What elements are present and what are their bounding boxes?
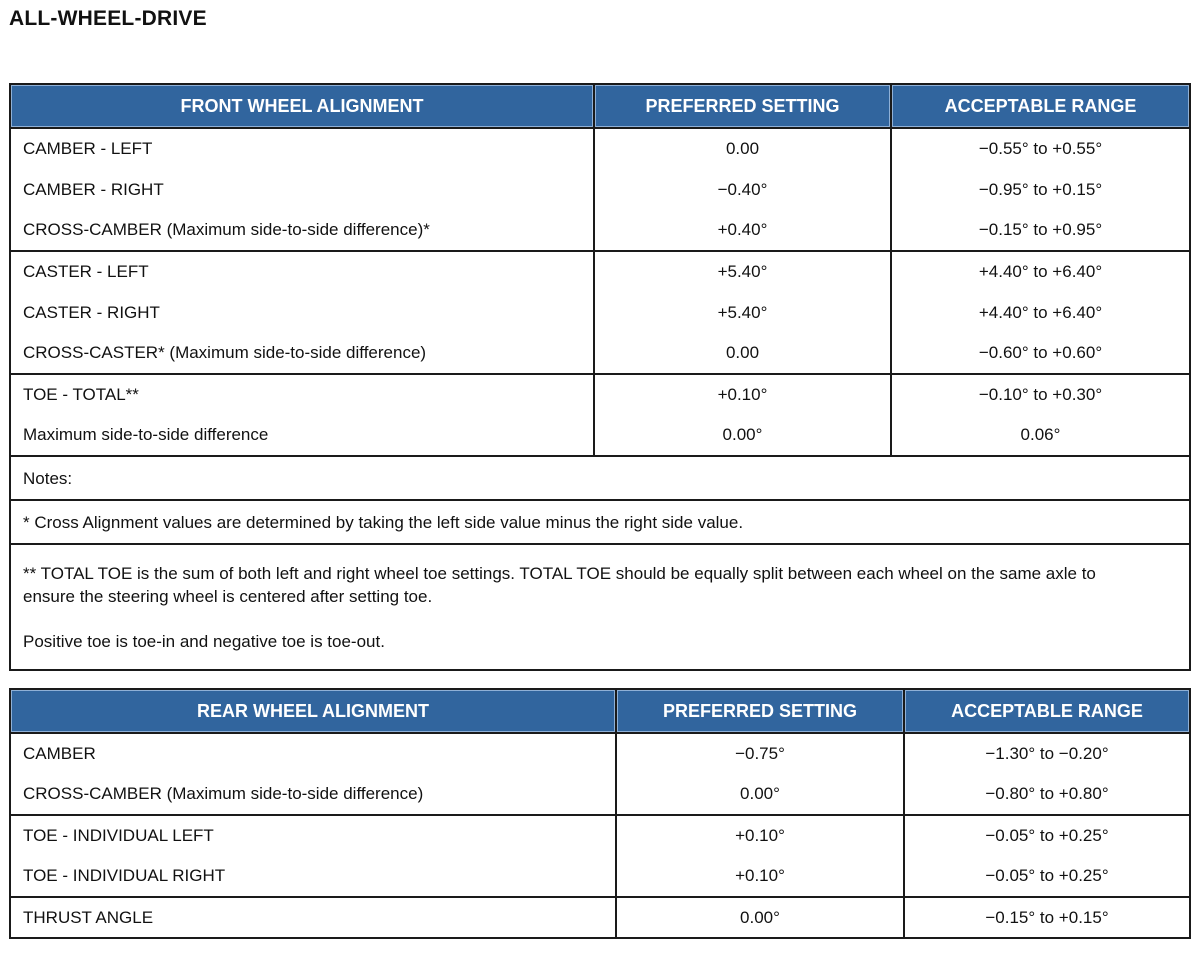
row-label: CASTER - RIGHT [23, 302, 160, 322]
preferred-value: 0.00 [594, 128, 891, 169]
range-value: −0.60° to +0.60° [891, 333, 1190, 374]
row-label: TOE - TOTAL** [23, 385, 139, 404]
preferred-value: +5.40° [594, 251, 891, 292]
preferred-value: 0.00° [594, 415, 891, 456]
row-label: THRUST ANGLE [23, 907, 154, 927]
front-row-caster-left [10, 251, 1190, 292]
range-value: −0.15° to +0.15° [904, 897, 1190, 938]
page-title: ALL-WHEEL-DRIVE [9, 7, 207, 30]
preferred-value: 0.00 [594, 333, 891, 374]
row-label: TOE - INDIVIDUAL RIGHT [10, 856, 616, 897]
front-row-max-difference [10, 415, 1190, 456]
preferred-value: +0.40° [594, 210, 891, 251]
preferred-value: −0.40° [594, 169, 891, 210]
range-value: 0.06° [891, 415, 1190, 456]
preferred-value: +0.10° [594, 374, 891, 415]
note-spacer [23, 608, 1177, 630]
range-value: −0.15° to +0.95° [891, 210, 1190, 251]
preferred-value: +5.40° [594, 292, 891, 333]
front-header-range: ACCEPTABLE RANGE [891, 84, 1190, 128]
rear-header-preferred: PREFERRED SETTING [616, 689, 904, 733]
front-row-camber-left [10, 128, 1190, 169]
notes-cross-row [10, 500, 1190, 544]
note-total-toe [10, 544, 1190, 670]
note-total-toe-line-1: ** TOTAL TOE is the sum of both left and right wheel toe settings. TOTAL TOE should be equally split between each wheel on the same axle to [23, 563, 1096, 583]
range-value: −0.05° to +0.25° [904, 815, 1190, 856]
range-value: −0.10° to +0.30° [891, 374, 1190, 415]
rear-row-cross-camber [10, 774, 1190, 815]
row-label: CASTER - LEFT [23, 262, 149, 281]
row-label: CAMBER - RIGHT [23, 179, 164, 199]
notes-total-toe-row [10, 544, 1190, 670]
preferred-value: −0.75° [616, 733, 904, 774]
preferred-value: +0.10° [616, 856, 904, 897]
rear-row-toe-right [10, 856, 1190, 897]
rear-row-camber [10, 733, 1190, 774]
note-toe-direction: Positive toe is toe-in and negative toe is toe-out. [23, 631, 385, 651]
range-value: +4.40° to +6.40° [891, 251, 1190, 292]
row-label: CAMBER [23, 744, 96, 763]
preferred-value: 0.00° [616, 774, 904, 815]
row-label: CROSS-CAMBER (Maximum side-to-side difference) [10, 774, 616, 815]
notes-heading: Notes: [10, 456, 1190, 500]
range-value: −0.95° to +0.15° [891, 169, 1190, 210]
notes-heading-row [10, 456, 1190, 500]
front-header-row [10, 84, 1190, 128]
rear-wheel-alignment-table [9, 688, 1191, 939]
rear-row-thrust-angle [10, 897, 1190, 938]
range-value: −1.30° to −0.20° [904, 733, 1190, 774]
front-row-toe-total [10, 374, 1190, 415]
front-wheel-alignment-table [9, 83, 1191, 671]
front-header-preferred: PREFERRED SETTING [594, 84, 891, 128]
rear-header-row [10, 689, 1190, 733]
note-total-toe-line-2: ensure the steering wheel is centered after setting toe. [23, 586, 433, 606]
row-label: Maximum side-to-side difference [10, 415, 594, 456]
row-label: CROSS-CAMBER (Maximum side-to-side difference)* [10, 210, 594, 251]
preferred-value: +0.10° [616, 815, 904, 856]
range-value: +4.40° to +6.40° [891, 292, 1190, 333]
row-label: TOE - INDIVIDUAL LEFT [23, 826, 214, 845]
rear-row-toe-left [10, 815, 1190, 856]
row-label: CROSS-CASTER* (Maximum side-to-side difference) [10, 333, 594, 374]
note-cross-alignment: * Cross Alignment values are determined by taking the left side value minus the right side value. [10, 500, 1190, 544]
range-value: −0.05° to +0.25° [904, 856, 1190, 897]
front-row-camber-right [10, 169, 1190, 210]
front-row-cross-camber [10, 210, 1190, 251]
preferred-value: 0.00° [616, 897, 904, 938]
range-value: −0.80° to +0.80° [904, 774, 1190, 815]
front-row-cross-caster [10, 333, 1190, 374]
front-header-alignment: FRONT WHEEL ALIGNMENT [10, 84, 594, 128]
row-label: CAMBER - LEFT [23, 139, 153, 158]
rear-header-alignment: REAR WHEEL ALIGNMENT [10, 689, 616, 733]
rear-header-range: ACCEPTABLE RANGE [904, 689, 1190, 733]
front-row-caster-right [10, 292, 1190, 333]
range-value: −0.55° to +0.55° [891, 128, 1190, 169]
